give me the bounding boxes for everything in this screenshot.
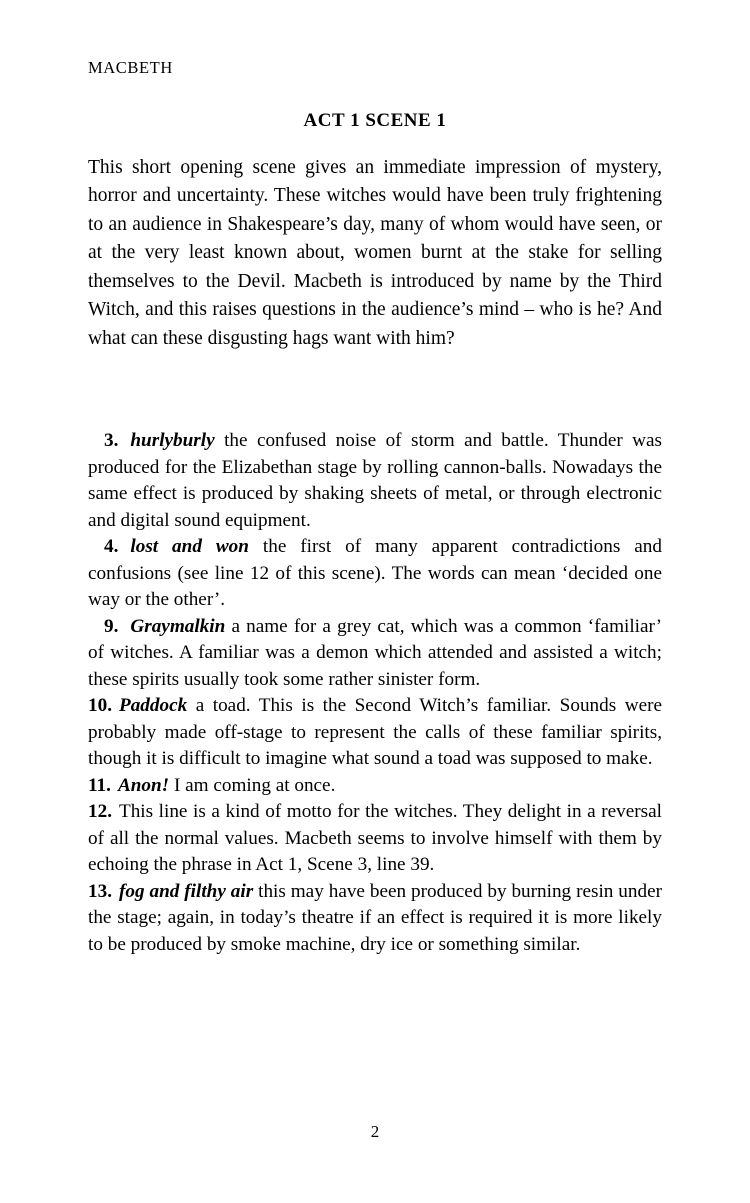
note-lemma: lost and won <box>130 536 249 557</box>
note-item <box>88 428 662 534</box>
page-number: 2 <box>370 1122 380 1141</box>
note-text: This line is a kind of motto for the witches. They delight in a reversal of all the normal values. Macbeth seems to involve himself with them by echoing the phrase in Act 1, Scene 3, line 39. <box>88 801 662 875</box>
note-line-number: 13. <box>88 880 112 902</box>
note-lemma: Paddock <box>118 695 188 716</box>
note-line-number: 11. <box>88 774 111 796</box>
running-head: MACBETH <box>88 58 173 77</box>
note-text: a toad. This is the Second Witch’s familiar. Sounds were probably made off-stage to represent the calls of these familiar spirits, though it is difficult to imagine what sound a toad was supposed to make. <box>88 695 662 769</box>
note-item <box>88 799 662 879</box>
note-line-number: 4. <box>104 536 119 557</box>
note-line-number: 10. <box>88 695 112 716</box>
note-text: I am coming at once. <box>173 774 336 796</box>
intro-paragraph: This short opening scene gives an immediate impression of mystery, horror and uncertainty. These witches would have been truly frightening to an audience in Shakespeare’s day, many of whom would have seen, or at the very least known about, women burnt at the stake for selling themselves to the Devil. Macbeth is introduced by name by the Third Witch, and this raises questions in the audience’s mind – who is he? And what can these disgusting hags want with him? <box>88 157 662 349</box>
note-item <box>88 534 662 614</box>
page-title: ACT 1 SCENE 1 <box>303 110 447 131</box>
notes-list <box>88 428 662 958</box>
note-text: a name for a grey cat, which was a common ‘familiar’ of witches. A familiar was a demon which attended and assisted a witch; these spirits usually took some rather sinister form. <box>88 615 662 690</box>
note-lemma: hurlyburly <box>130 430 215 451</box>
note-line-number: 3. <box>104 430 119 451</box>
note-item <box>88 693 662 773</box>
note-line-number: 9. <box>104 615 119 637</box>
note-text: the first of many apparent contradictions and confusions (see line 12 of this scene). The words can mean ‘decided one way or the other’. <box>88 536 662 610</box>
note-lemma: Anon! <box>117 774 170 796</box>
page-content <box>88 110 662 353</box>
note-text: the confused noise of storm and battle. Thunder was produced for the Elizabethan stage by rolling cannon-balls. Nowadays the same effect is produced by shaking sheets of metal, or through electronic and digital sound equipment. <box>88 430 663 531</box>
note-item <box>88 773 662 800</box>
note-text: this may have been produced by burning resin under the stage; again, in today’s theatre if an effect is required it is more likely to be produced by smoke machine, dry ice or something similar. <box>88 880 662 955</box>
note-lemma: Graymalkin <box>130 615 226 637</box>
note-lemma: fog and filthy air <box>118 880 254 902</box>
note-item <box>88 614 662 694</box>
note-item <box>88 879 662 959</box>
note-line-number: 12. <box>88 801 112 822</box>
